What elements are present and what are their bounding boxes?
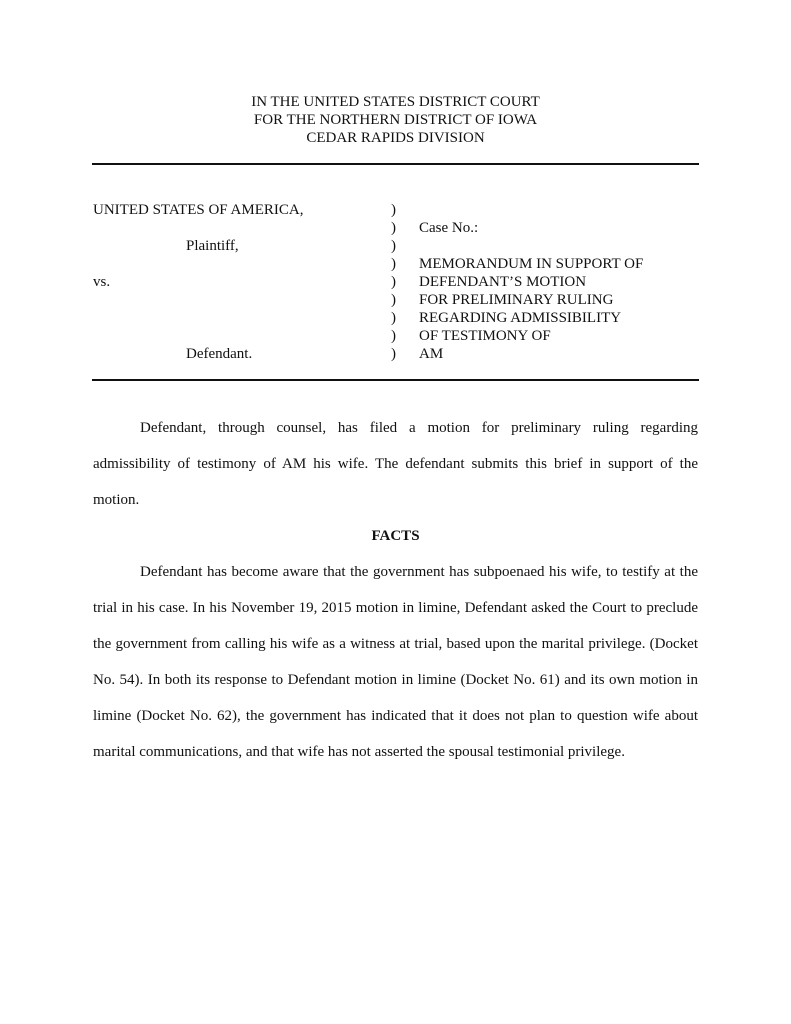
caption-paren: )	[391, 238, 396, 254]
intro-paragraph	[93, 410, 698, 518]
caption-paren: )	[391, 310, 396, 326]
plaintiff-role: Plaintiff,	[186, 238, 239, 254]
document-title-line: REGARDING ADMISSIBILITY	[419, 310, 622, 326]
plaintiff-party: UNITED STATES OF AMERICA,	[93, 202, 304, 218]
caption-bottom-rule	[92, 379, 699, 381]
case-caption	[0, 201, 791, 381]
caption-paren: )	[391, 346, 396, 362]
court-header	[0, 93, 791, 147]
facts-paragraph-text: Defendant has become aware that the government has subpoenaed his wife, to testify at the trial in his case. In his November 19, 2015 motion in limine, Defendant asked the Court to preclude the government from calling his wife as a witness at trial, based upon the marital privilege. (Docket No. 54). In both its response to Defendant motion in limine (Docket No. 61) and its own motion in limine (Docket No. 62), the government has indicated that it does not plan to question wife about marital communications, and that wife has not asserted the spousal testimonial privilege.	[93, 564, 698, 760]
caption-top-rule	[92, 163, 699, 165]
court-name-line: IN THE UNITED STATES DISTRICT COURT	[251, 94, 540, 110]
caption-paren: )	[391, 328, 396, 344]
caption-paren: )	[391, 220, 396, 236]
caption-paren: )	[391, 202, 396, 218]
district-line: FOR THE NORTHERN DISTRICT OF IOWA	[253, 112, 538, 128]
document-title-line: AM	[419, 346, 444, 362]
document-title-line: FOR PRELIMINARY RULING	[419, 292, 614, 308]
document-title-line: MEMORANDUM IN SUPPORT OF	[419, 256, 644, 272]
intro-paragraph-text: Defendant, through counsel, has filed a motion for preliminary ruling regarding admissibility of testimony of AM his wife. The defendant submits this brief in support of the motion.	[93, 420, 698, 508]
facts-paragraph	[93, 554, 698, 770]
caption-paren: )	[391, 292, 396, 308]
versus-label: vs.	[93, 274, 111, 290]
document-title-line: DEFENDANT’S MOTION	[419, 274, 587, 290]
caption-paren: )	[391, 256, 396, 272]
facts-heading: FACTS	[371, 528, 420, 544]
division-line: CEDAR RAPIDS DIVISION	[306, 130, 485, 146]
caption-paren: )	[391, 274, 396, 290]
defendant-role: Defendant.	[186, 346, 253, 362]
case-number-label: Case No.:	[419, 220, 479, 236]
document-title-line: OF TESTIMONY OF	[419, 328, 551, 344]
